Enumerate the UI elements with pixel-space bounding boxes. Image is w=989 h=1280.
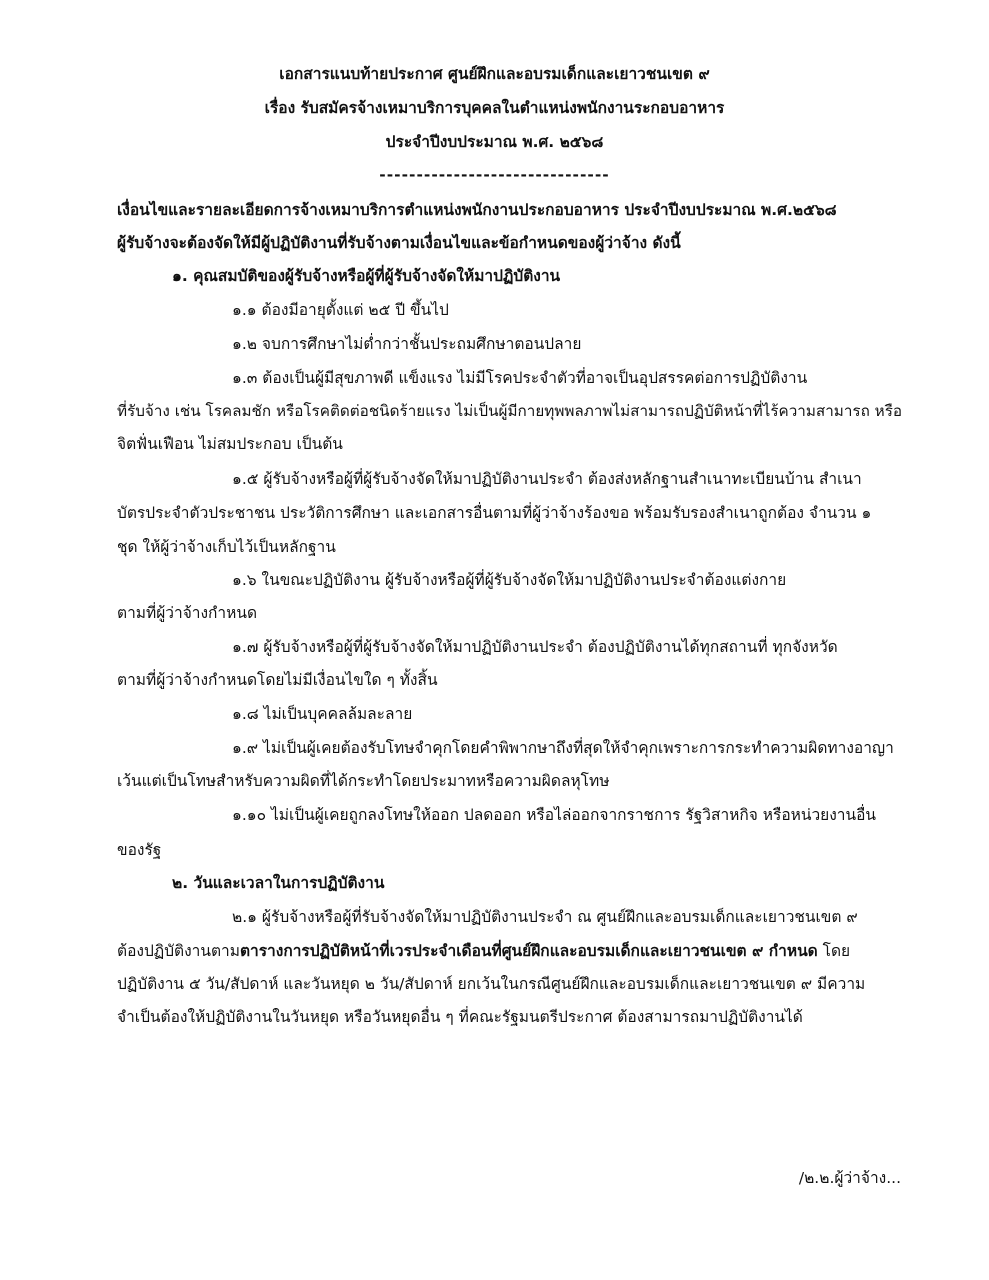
section-2-heading: ๒. วันและเวลาในการปฏิบัติงาน xyxy=(172,874,385,892)
item-1-10-line-1: ๑.๑๐ ไม่เป็นผู้เคยถูกลงโทษให้ออก ปลดออก หรือไล่ออกจากราชการ รัฐวิสาหกิจ หรือหน่วยงานอื่น xyxy=(232,806,876,824)
item-1-10-line-2: ของรัฐ xyxy=(117,841,162,859)
item-2-1-line-4: จำเป็นต้องให้ปฏิบัติงานในวันหยุด หรือวันหยุดอื่น ๆ ที่คณะรัฐมนตรีประกาศ ต้องสามารถมาปฏิบัติงานได้ xyxy=(117,1008,803,1026)
item-1-3-line-2: ที่รับจ้าง เช่น โรคลมชัก หรือโรคติดต่อชนิดร้ายแรง ไม่เป็นผู้มีกายทุพพลภาพไม่สามารถปฏิบัติหน้าที่ไร้ความสามารถ หรือ xyxy=(117,402,903,420)
duty-schedule-reference: ตารางการปฏิบัติหน้าที่เวรประจำเดือนที่ศูนย์ฝึกและอบรมเด็กและเยาวชนเขต ๙ กำหนด xyxy=(239,942,818,960)
item-2-1-line-2-tail: โดย xyxy=(817,942,851,960)
item-1-2: ๑.๒ จบการศึกษาไม่ต่ำกว่าชั้นประถมศึกษาตอนปลาย xyxy=(232,335,582,353)
intro-line-1: เงื่อนไขและรายละเอียดการจ้างเหมาบริการตำแหน่งพนักงานประกอบอาหาร ประจำปีงบประมาณ พ.ศ.๒๕๖๘ xyxy=(117,201,837,219)
item-2-1-line-3: ปฏิบัติงาน ๕ วัน/สัปดาห์ และวันหยุด ๒ วัน/สัปดาห์ ยกเว้นในกรณีศูนย์ฝึกและอบรมเด็กและเยาวชนเขต ๙ มีความ xyxy=(117,975,866,993)
page-continuation: /๒.๒.ผู้ว่าจ้าง... xyxy=(798,1169,901,1187)
document-title-line-1: เอกสารแนบท้ายประกาศ ศูนย์ฝึกและอบรมเด็กและเยาวชนเขต ๙ xyxy=(279,65,710,83)
item-1-8: ๑.๘ ไม่เป็นบุคคลล้มละลาย xyxy=(232,705,413,723)
document-title-line-2: เรื่อง รับสมัครจ้างเหมาบริการบุคคลในตำแหน่งพนักงานระกอบอาหาร xyxy=(264,99,725,117)
item-1-9-line-1: ๑.๙ ไม่เป็นผู้เคยต้องรับโทษจำคุกโดยคำพิพากษาถึงที่สุดให้จำคุกเพราะการกระทำความผิดทางอาญา xyxy=(232,739,894,757)
item-2-1-line-2 xyxy=(117,941,850,961)
item-1-3-line-3: จิตฟั่นเฟือน ไม่สมประกอบ เป็นต้น xyxy=(117,435,343,453)
intro-line-2: ผู้รับจ้างจะต้องจัดให้มีผู้ปฏิบัติงานที่รับจ้างตามเงื่อนไขและข้อกำหนดของผู้ว่าจ้าง ดังนี้ xyxy=(117,234,681,252)
item-1-7-line-1: ๑.๗ ผู้รับจ้างหรือผู้ที่ผู้รับจ้างจัดให้มาปฏิบัติงานประจำ ต้องปฏิบัติงานได้ทุกสถานที่ ทุกจังหวัด xyxy=(232,638,838,656)
item-1-6-line-2: ตามที่ผู้ว่าจ้างกำหนด xyxy=(117,604,258,622)
item-2-1-line-1: ๒.๑ ผู้รับจ้างหรือผู้ที่รับจ้างจัดให้มาปฏิบัติงานประจำ ณ ศูนย์ฝึกและอบรมเด็กและเยาวชนเขต ๙ xyxy=(232,908,858,926)
item-1-5-line-2: บัตรประจำตัวประชาชน ประวัติการศึกษา และเอกสารอื่นตามที่ผู้ว่าจ้างร้องขอ พร้อมรับรองสำเนาถูกต้อง จำนวน ๑ xyxy=(117,504,872,522)
item-1-1: ๑.๑ ต้องมีอายุตั้งแต่ ๒๕ ปี ขึ้นไป xyxy=(232,301,449,319)
title-separator: ------------------------------- xyxy=(379,166,610,184)
item-1-3-line-1: ๑.๓ ต้องเป็นผู้มีสุขภาพดี แข็งแรง ไม่มีโรคประจำตัวที่อาจเป็นอุปสรรคต่อการปฏิบัติงาน xyxy=(232,369,808,387)
item-1-6-line-1: ๑.๖ ในขณะปฏิบัติงาน ผู้รับจ้างหรือผู้ที่ผู้รับจ้างจัดให้มาปฏิบัติงานประจำต้องแต่งกาย xyxy=(232,571,787,589)
item-1-7-line-2: ตามที่ผู้ว่าจ้างกำหนดโดยไม่มีเงื่อนไขใด ๆ ทั้งสิ้น xyxy=(117,671,438,689)
document-title-line-3: ประจำปีงบประมาณ พ.ศ. ๒๕๖๘ xyxy=(385,133,604,151)
item-2-1-line-2-lead: ต้องปฏิบัติงานตาม xyxy=(117,942,240,960)
item-1-9-line-2: เว้นแต่เป็นโทษสำหรับความผิดที่ได้กระทำโดยประมาทหรือความผิดลหุโทษ xyxy=(117,772,610,790)
item-1-5-line-3: ชุด ให้ผู้ว่าจ้างเก็บไว้เป็นหลักฐาน xyxy=(117,538,336,556)
item-1-5-line-1: ๑.๕ ผู้รับจ้างหรือผู้ที่ผู้รับจ้างจัดให้มาปฏิบัติงานประจำ ต้องส่งหลักฐานสำเนาทะเบียนบ้าน สำเนา xyxy=(232,470,862,488)
section-1-heading: ๑. คุณสมบัติของผู้รับจ้างหรือผู้ที่ผู้รับจ้างจัดให้มาปฏิบัติงาน xyxy=(172,267,561,285)
